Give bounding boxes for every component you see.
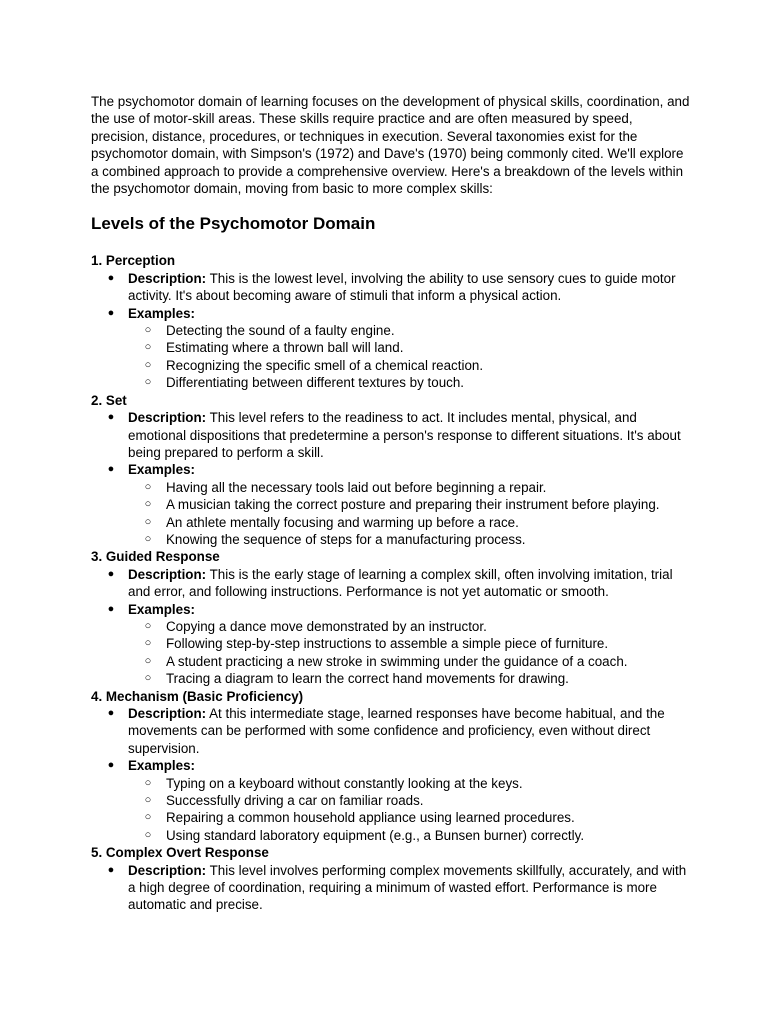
example-text: A musician taking the correct posture and preparing their instrument before playing. [166, 497, 660, 513]
level-title: 4. Mechanism (Basic Proficiency) [91, 688, 304, 704]
description-label: Description: [128, 862, 207, 878]
hollow-bullet-icon: ○ [144, 811, 152, 824]
level-item [91, 392, 691, 549]
example-item [91, 374, 691, 391]
example-text: An athlete mentally focusing and warming up before a race. [166, 514, 519, 530]
hollow-bullet-icon: ○ [144, 672, 152, 685]
hollow-bullet-icon: ○ [144, 480, 152, 493]
document-page [91, 93, 691, 914]
description-bullet [91, 409, 691, 461]
level-title: 5. Complex Overt Response [91, 845, 269, 861]
examples-bullet [91, 305, 691, 322]
example-item [91, 670, 691, 687]
bullet-icon: ● [107, 463, 115, 476]
description-text: At this intermediate stage, learned responses have become habitual, and the movements can be performed with some confidence and proficiency, even without direct supervision. [128, 706, 665, 756]
description-text: This level refers to the readiness to act. It includes mental, physical, and emotional dispositions that predetermine a person's response to different situations. It's about being prepared to perform a skill. [128, 410, 681, 460]
hollow-bullet-icon: ○ [144, 341, 152, 354]
example-item [91, 339, 691, 356]
example-item [91, 827, 691, 844]
description-bullet [91, 566, 691, 601]
example-text: Recognizing the specific smell of a chemical reaction. [166, 357, 484, 373]
description-label: Description: [128, 566, 207, 582]
example-item [91, 514, 691, 531]
example-item [91, 653, 691, 670]
example-text: Repairing a common household appliance using learned procedures. [166, 810, 575, 826]
examples-bullet [91, 461, 691, 478]
hollow-bullet-icon: ○ [144, 324, 152, 337]
example-text: A student practicing a new stroke in swimming under the guidance of a coach. [166, 653, 628, 669]
bullet-icon: ● [107, 306, 115, 319]
example-text: Detecting the sound of a faulty engine. [166, 323, 395, 339]
bullet-icon: ● [107, 567, 115, 580]
examples-label: Examples: [128, 758, 195, 774]
example-text: Knowing the sequence of steps for a manufacturing process. [166, 531, 526, 547]
bullet-icon: ● [107, 602, 115, 615]
bullet-icon: ● [107, 759, 115, 772]
hollow-bullet-icon: ○ [144, 376, 152, 389]
example-text: Differentiating between different textures by touch. [166, 375, 465, 391]
examples-bullet [91, 601, 691, 618]
examples-label: Examples: [128, 601, 195, 617]
example-item [91, 775, 691, 792]
example-text: Tracing a diagram to learn the correct hand movements for drawing. [166, 671, 569, 687]
description-label: Description: [128, 270, 207, 286]
section-heading: Levels of the Psychomotor Domain [91, 214, 376, 234]
example-item [91, 322, 691, 339]
level-item [91, 688, 691, 845]
example-text: Using standard laboratory equipment (e.g., a Bunsen burner) correctly. [166, 827, 585, 843]
intro-paragraph: The psychomotor domain of learning focuses on the development of physical skills, coordination, and the use of motor-skill areas. These skills require practice and are often measured by speed, precision, distance, procedures, or techniques in execution. Several taxonomies exist for the psychomotor domain, with Simpson's (1972) and Dave's (1970) being commonly cited. We'll explore a combined approach to provide a comprehensive overview. Here's a breakdown of the levels within the psychomotor domain, moving from basic to more complex skills: [91, 94, 690, 197]
hollow-bullet-icon: ○ [144, 532, 152, 545]
example-text: Successfully driving a car on familiar roads. [166, 793, 424, 809]
examples-label: Examples: [128, 305, 195, 321]
example-text: Estimating where a thrown ball will land. [166, 340, 404, 356]
hollow-bullet-icon: ○ [144, 654, 152, 667]
description-label: Description: [128, 410, 207, 426]
level-title: 1. Perception [91, 253, 176, 269]
example-item [91, 618, 691, 635]
description-bullet [91, 270, 691, 305]
hollow-bullet-icon: ○ [144, 794, 152, 807]
level-title: 3. Guided Response [91, 549, 220, 565]
hollow-bullet-icon: ○ [144, 498, 152, 511]
hollow-bullet-icon: ○ [144, 776, 152, 789]
examples-bullet [91, 757, 691, 774]
example-item [91, 531, 691, 548]
example-item [91, 809, 691, 826]
example-text: Typing on a keyboard without constantly looking at the keys. [166, 775, 523, 791]
description-text: This level involves performing complex movements skillfully, accurately, and with a high degree of coordination, requiring a minimum of wasted effort. Performance is more automatic and precise. [128, 862, 687, 913]
hollow-bullet-icon: ○ [144, 515, 152, 528]
hollow-bullet-icon: ○ [144, 828, 152, 841]
description-text: This is the early stage of learning a complex skill, often involving imitation, trial and error, and following instructions. Performance is not yet automatic or smooth. [128, 566, 673, 600]
description-bullet [91, 705, 691, 757]
examples-label: Examples: [128, 462, 195, 478]
description-bullet [91, 862, 691, 914]
bullet-icon: ● [107, 271, 115, 284]
hollow-bullet-icon: ○ [144, 637, 152, 650]
levels-list [91, 252, 691, 913]
example-text: Following step-by-step instructions to assemble a simple piece of furniture. [166, 636, 609, 652]
level-item [91, 548, 691, 687]
example-item [91, 635, 691, 652]
bullet-icon: ● [107, 411, 115, 424]
level-item [91, 844, 691, 914]
example-item [91, 496, 691, 513]
hollow-bullet-icon: ○ [144, 358, 152, 371]
example-text: Copying a dance move demonstrated by an instructor. [166, 618, 487, 634]
level-title: 2. Set [91, 392, 127, 408]
description-label: Description: [128, 706, 207, 721]
example-item [91, 357, 691, 374]
example-text: Having all the necessary tools laid out before beginning a repair. [166, 479, 547, 495]
hollow-bullet-icon: ○ [144, 619, 152, 632]
example-item [91, 479, 691, 496]
level-item [91, 252, 691, 391]
description-text: This is the lowest level, involving the ability to use sensory cues to guide motor activity. It's about becoming aware of stimuli that inform a physical action. [128, 270, 676, 304]
bullet-icon: ● [107, 863, 115, 876]
bullet-icon: ● [107, 707, 115, 719]
example-item [91, 792, 691, 809]
